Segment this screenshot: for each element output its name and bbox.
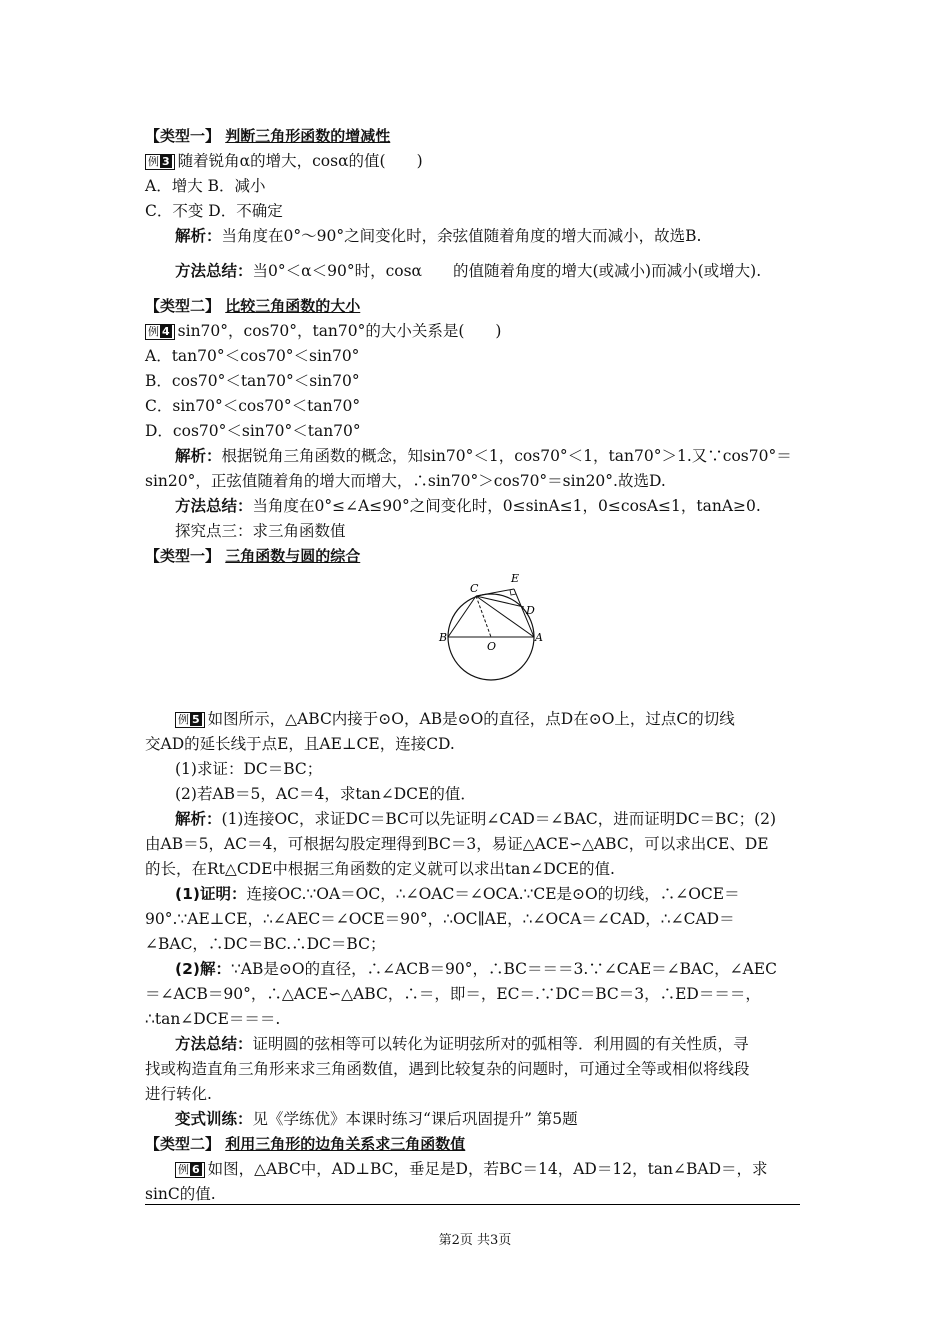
- example-badge: 例 3: [145, 154, 175, 170]
- heading-bracket: 【类型一】: [145, 547, 221, 565]
- analysis-label: 解析：: [175, 227, 222, 245]
- example-text: 如图，△ABC中，AD⊥BC，垂足是D，若BC＝14，AD＝12，tan∠BAD＝，求: [207, 1160, 768, 1178]
- method-text: 当角度在0°≤∠A≤90°之间变化时，0≤sinA≤1，0≤cosA≤1，tanA≥0.: [252, 497, 761, 515]
- label-d: D: [526, 604, 535, 617]
- method-label: 方法总结：: [175, 497, 253, 515]
- label-b: B: [439, 631, 448, 644]
- analysis-cont: sin20°，正弦值随着角的增大而增大，∴sin70°＞cos70°＝sin20°.故选D.: [145, 472, 666, 490]
- proof-text: 连接OC.∵OA＝OC，∴∠OAC＝∠OCA.∵CE是⊙O的切线，∴∠OCE＝: [246, 885, 740, 903]
- method-summary: [145, 1032, 805, 1057]
- heading-bracket: 【类型一】: [145, 127, 221, 145]
- label-e: E: [511, 572, 520, 585]
- analysis-text: (1)连接OC，求证DC＝BC可以先证明∠CAD＝∠BAC，进而证明DC＝BC；(2): [221, 810, 777, 828]
- method-label: 方法总结：: [175, 262, 253, 280]
- example-badge: 例 4: [145, 324, 175, 340]
- method-text: 证明圆的弦相等可以转化为证明弦所对的弧相等．利用圆的有关性质，寻: [252, 1035, 749, 1053]
- segment-oc: [476, 596, 491, 637]
- example-text-cont: sinC的值.: [145, 1185, 216, 1203]
- solution-text: ∵AB是⊙O的直径，∴∠ACB＝90°，∴BC＝＝＝3.∵∠CAE＝∠BAC，∠AEC: [230, 960, 777, 978]
- heading-bracket: 【类型二】: [145, 297, 221, 315]
- footer-rule: [145, 1204, 800, 1205]
- variant-label: 变式训练：: [175, 1110, 253, 1128]
- proof-cont: ∠BAC，∴DC＝BC.∴DC＝BC；: [145, 935, 386, 953]
- example-text: sin70°，cos70°，tan70°的大小关系是( ): [177, 322, 502, 340]
- example-text-cont: 交AD的延长线于点E，且AE⊥CE，连接CD.: [145, 735, 455, 753]
- variant-training: [145, 1107, 805, 1132]
- example-badge: 例 6: [175, 1162, 205, 1178]
- option-line: C．不变 D．不确定: [145, 202, 283, 220]
- proof-cont: 90°.∵AE⊥CE，∴∠AEC＝∠OCE＝90°，∴OC∥AE，∴∠OCA＝∠CAD，∴∠CAD＝: [145, 910, 735, 928]
- question-2: (2)若AB＝5，AC＝4，求tan∠DCE的值．: [175, 785, 476, 803]
- circle-figure: [438, 567, 550, 682]
- heading-title: 利用三角形的边角关系求三角函数值: [225, 1135, 466, 1153]
- analysis-cont: 的长，在Rt△CDE中根据三角函数的定义就可以求出tan∠DCE的值.: [145, 860, 615, 878]
- analysis: [145, 224, 805, 249]
- analysis-label: 解析：: [175, 810, 222, 828]
- section-heading: [145, 544, 805, 569]
- method-summary: [145, 494, 805, 519]
- analysis-text: 根据锐角三角函数的概念，知sin70°＜1，cos70°＜1，tan70°＞1.又∵cos70°＝: [221, 447, 792, 465]
- solution-cont: ∴tan∠DCE＝＝＝.: [145, 1010, 281, 1028]
- solution-label: (2)解：: [175, 960, 231, 978]
- analysis-cont: 由AB＝5，AC＝4，可根据勾股定理得到BC＝3，易证△ACE∽△ABC，可以求出CE、DE: [145, 835, 769, 853]
- solution: [145, 957, 805, 982]
- method-cont: 找或构造直角三角形来求三角函数值，遇到比较复杂的问题时，可通过全等或相似将线段: [145, 1060, 750, 1078]
- variant-text: 见《学练优》本课时练习“课后巩固提升” 第5题: [252, 1110, 578, 1128]
- proof-label: (1)证明：: [175, 885, 247, 903]
- heading-title: 比较三角函数的大小: [225, 297, 361, 315]
- label-c: C: [470, 582, 479, 595]
- example-5: [145, 707, 805, 732]
- heading-title: 三角函数与圆的综合: [225, 547, 361, 565]
- proof: [145, 882, 805, 907]
- example-4: [145, 319, 805, 344]
- explore-point: 探究点三：求三角函数值: [175, 522, 346, 540]
- example-text: 随着锐角α的增大，cosα的值( ): [177, 152, 423, 170]
- label-o: O: [487, 640, 497, 653]
- page-number: 第2页 共3页: [438, 1233, 512, 1248]
- segment-bc: [448, 596, 476, 637]
- option-b: B．cos70°＜tan70°＜sin70°: [145, 372, 360, 390]
- example-6: [145, 1157, 805, 1182]
- method-text: 当0°＜α＜90°时，cosα 的值随着角度的增大(或减小)而减小(或增大).: [252, 262, 762, 280]
- option-a: A．tan70°＜cos70°＜sin70°: [145, 347, 360, 365]
- example-text: 如图所示，△ABC内接于⊙O，AB是⊙O的直径，点D在⊙O上，过点C的切线: [207, 710, 735, 728]
- analysis-label: 解析：: [175, 447, 222, 465]
- option-line: A．增大 B．减小: [145, 177, 266, 195]
- section-heading: [145, 294, 805, 319]
- analysis-text: 当角度在0°～90°之间变化时，余弦值随着角度的增大而减小，故选B.: [221, 227, 702, 245]
- analysis: [145, 444, 805, 469]
- heading-bracket: 【类型二】: [145, 1135, 221, 1153]
- example-3: [145, 149, 805, 174]
- method-label: 方法总结：: [175, 1035, 253, 1053]
- section-heading: [145, 1132, 805, 1157]
- analysis: [145, 807, 805, 832]
- label-a: A: [535, 631, 543, 644]
- solution-cont: ＝∠ACB＝90°，∴△ACE∽△ABC，∴＝，即＝，EC＝.∵DC＝BC＝3，∴ED＝＝＝，: [145, 985, 761, 1003]
- method-cont: 进行转化.: [145, 1085, 212, 1103]
- example-badge: 例 5: [175, 712, 205, 728]
- question-1: (1)求证：DC＝BC；: [175, 760, 323, 778]
- method-summary: [145, 259, 805, 284]
- option-c: C．sin70°＜cos70°＜tan70°: [145, 397, 361, 415]
- tangent-ce: [476, 589, 514, 596]
- section-heading: [145, 124, 805, 149]
- option-d: D．cos70°＜sin70°＜tan70°: [145, 422, 361, 440]
- heading-title: 判断三角形函数的增减性: [225, 127, 391, 145]
